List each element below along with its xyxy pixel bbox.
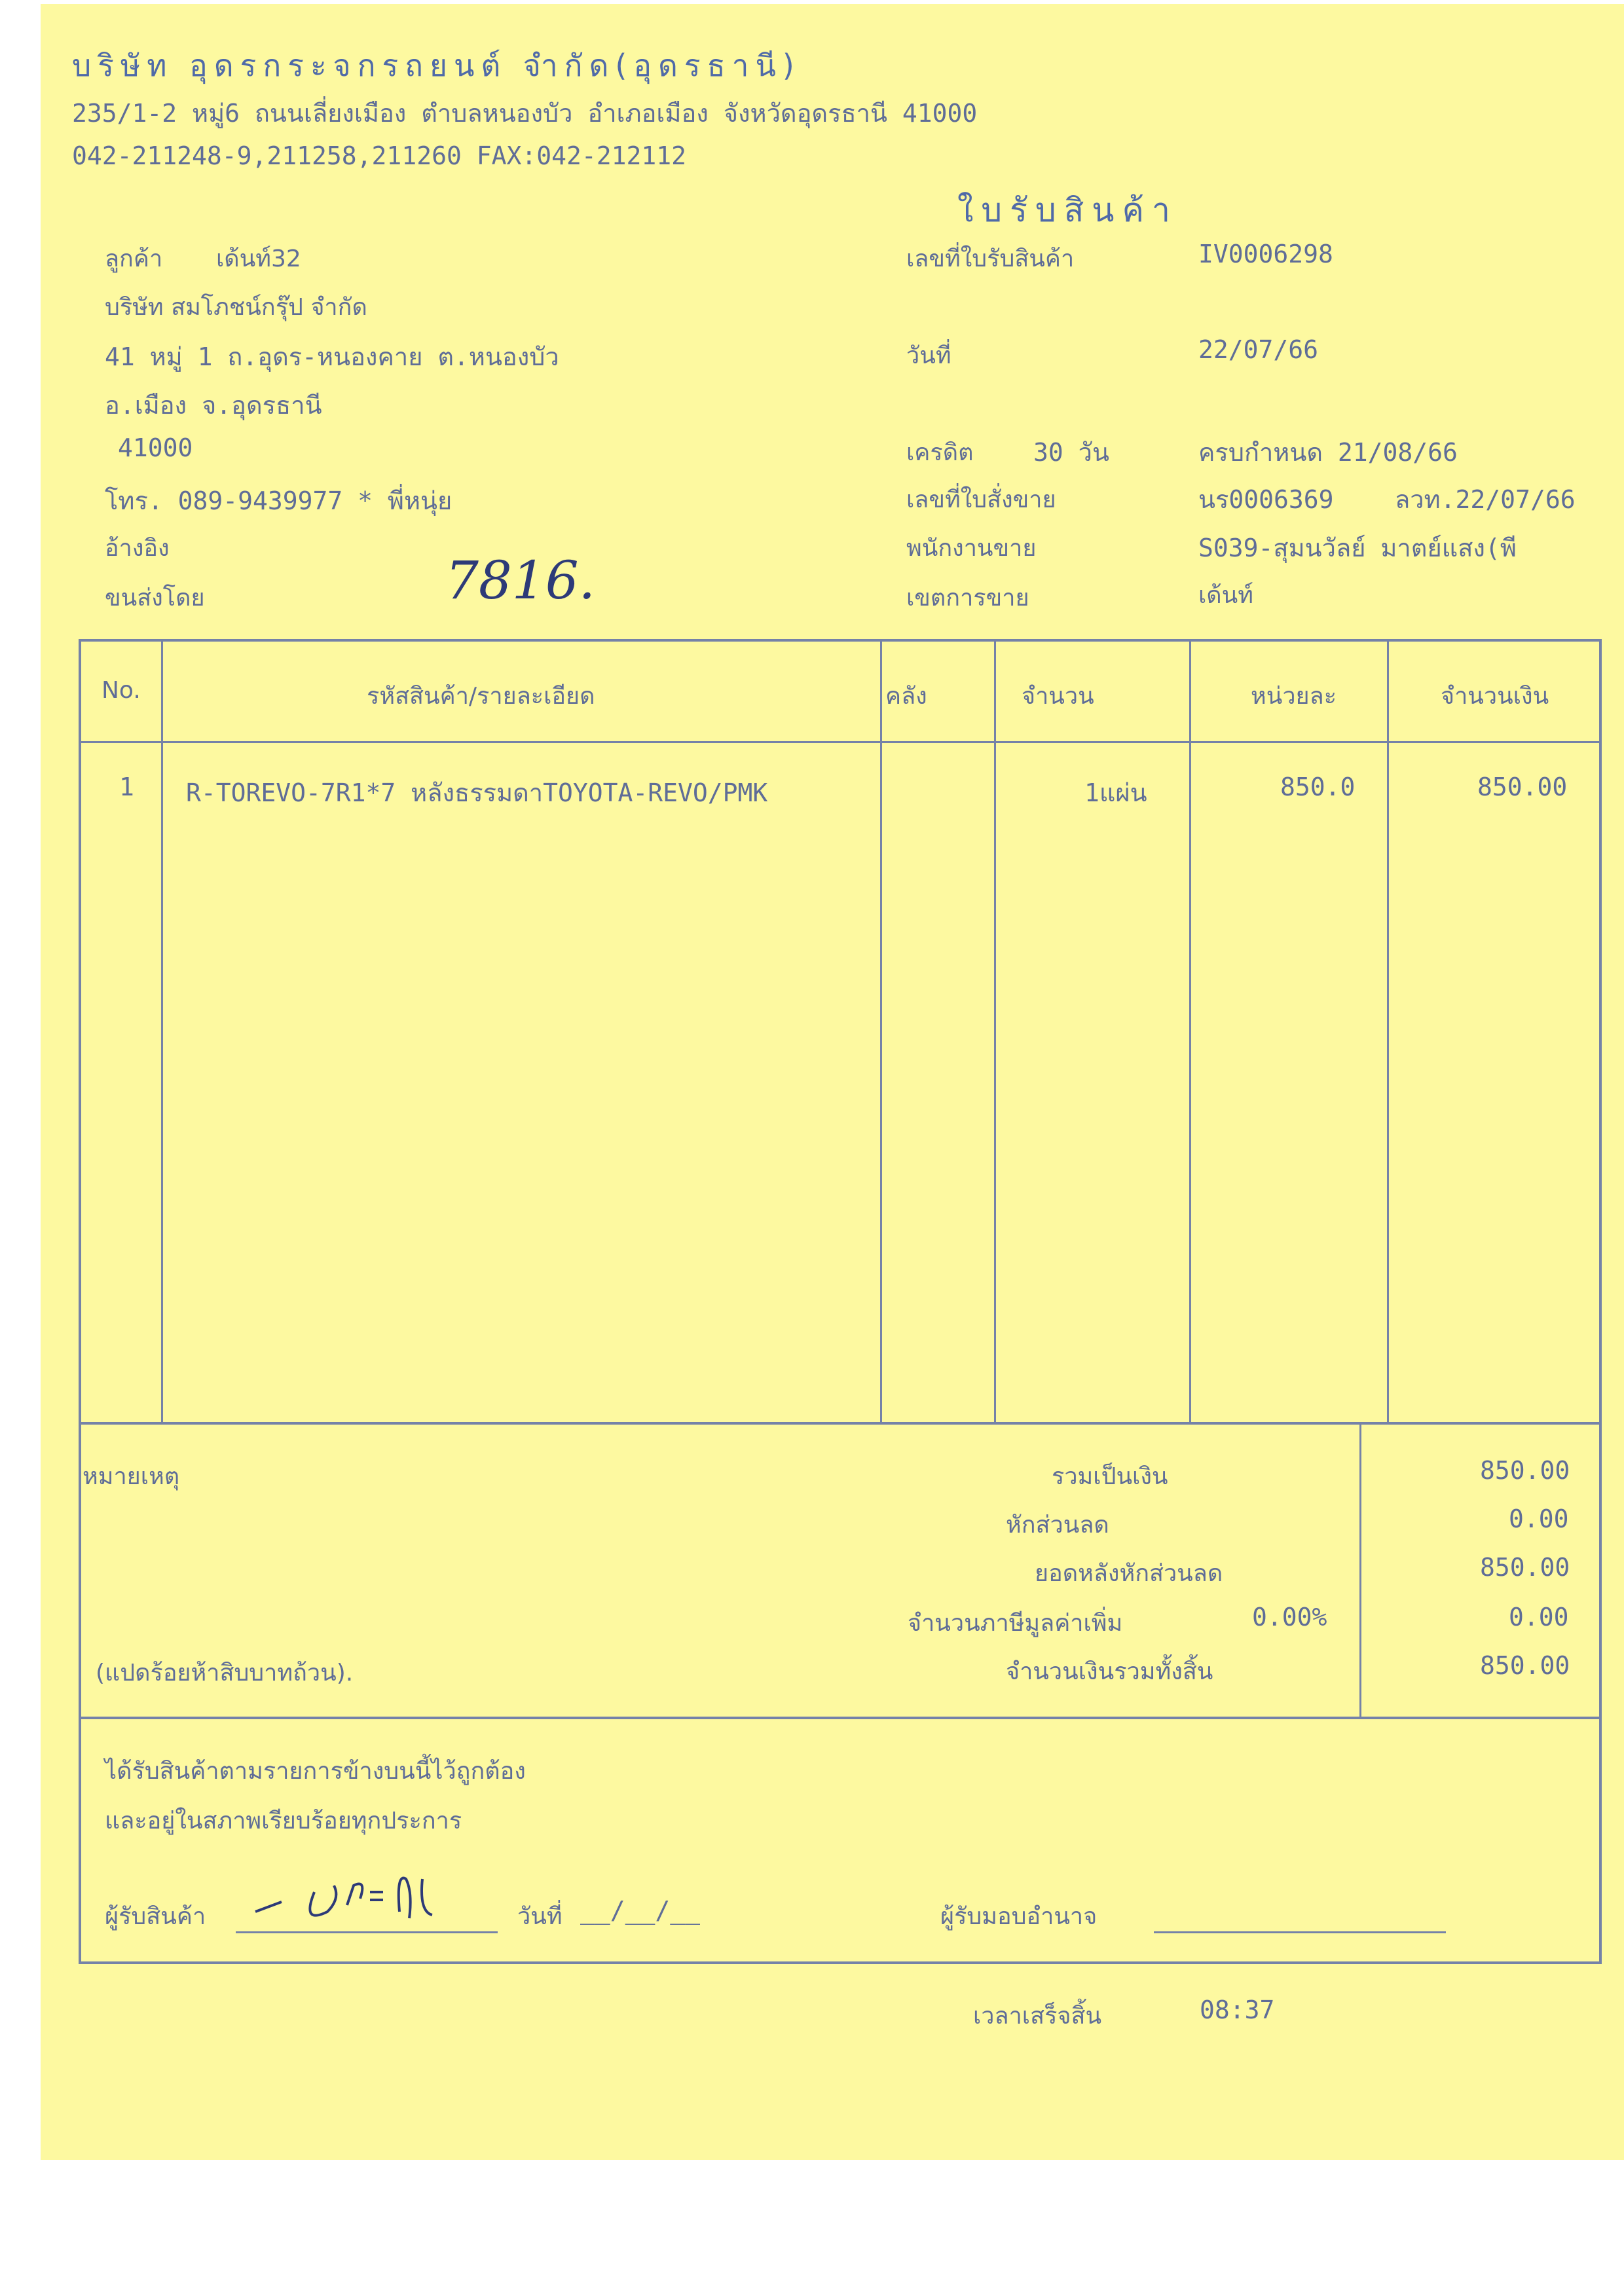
row-amount: 850.00 <box>1477 773 1568 801</box>
table-right-border <box>1599 639 1602 1964</box>
finish-time: 08:37 <box>1200 1995 1275 2024</box>
salesperson-label: พนักงานขาย <box>906 535 1037 562</box>
finish-time-label: เวลาเสร็จสิ้น <box>973 2003 1102 2030</box>
receiver-label: ผู้รับสินค้า <box>105 1903 206 1930</box>
authorized-signature-line <box>1154 1931 1446 1933</box>
discount: 0.00 <box>1509 1504 1569 1533</box>
col-header-desc: รหัสสินค้า/รายละเอียด <box>367 683 595 710</box>
col-divider-wh <box>994 639 996 1423</box>
col-divider-qty <box>1189 639 1191 1423</box>
totals-divider <box>1359 1422 1361 1718</box>
so-no: นร0006369 <box>1198 485 1334 514</box>
footer-bottom-border <box>79 1961 1602 1964</box>
col-divider-desc <box>880 639 882 1423</box>
subtotal: 850.00 <box>1480 1456 1570 1485</box>
row-no: 1 <box>119 773 134 801</box>
receive-date-label: วันที่ <box>517 1903 563 1930</box>
customer-zip: 41000 <box>118 433 193 462</box>
row-qty: 1แผ่น <box>1084 778 1147 807</box>
col-header-unit: หน่วยละ <box>1251 683 1337 710</box>
grand-total: 850.00 <box>1480 1651 1570 1680</box>
col-header-amount: จำนวนเงิน <box>1441 683 1549 710</box>
customer-label: ลูกค้า <box>105 246 163 272</box>
subtotal-label: รวมเป็นเงิน <box>1052 1463 1168 1490</box>
shipping-label: ขนส่งโดย <box>105 585 205 611</box>
col-header-wh: คลัง <box>885 683 927 710</box>
doc-date: 22/07/66 <box>1198 335 1319 364</box>
so-no-label: เลขที่ใบสั่งขาย <box>906 486 1056 513</box>
reference-label: อ้างอิง <box>105 535 170 562</box>
customer-tel: โทร. 089-9439977 * พี่หนุ่ย <box>105 486 452 515</box>
customer-address-1: 41 หมู่ 1 ถ.อุดร-หนองคาย ต.หนองบัว <box>105 342 559 371</box>
salesperson: S039-สุมนวัลย์ มาตย์แสง(พี <box>1198 534 1517 562</box>
col-divider-unit <box>1387 639 1389 1423</box>
col-header-no: No. <box>101 677 141 704</box>
col-divider-no <box>161 639 163 1423</box>
table-bottom-border <box>79 1422 1602 1425</box>
credit-days: 30 วัน <box>1033 438 1109 467</box>
table-top-border <box>79 639 1602 642</box>
footer-statement-2: และอยู่ในสภาพเรียบร้อยทุกประการ <box>105 1808 462 1834</box>
doc-no-label: เลขที่ใบรับสินค้า <box>906 246 1075 272</box>
customer-code: เด้นท์32 <box>216 246 301 272</box>
row-desc: R-TOREVO-7R1*7 หลังธรรมดาTOYOTA-REVO/PMK <box>186 778 768 807</box>
table-header-divider <box>79 741 1602 743</box>
authorized-label: ผู้รับมอบอำนาจ <box>940 1903 1098 1930</box>
receiver-signature <box>236 1846 498 1931</box>
sales-area-label: เขตการขาย <box>906 585 1029 611</box>
company-address: 235/1-2 หมู่6 ถนนเลี่ยงเมือง ตำบลหนองบัว อำเภอเมือง จังหวัดอุดรธานี 41000 <box>72 99 978 128</box>
after-discount: 850.00 <box>1480 1553 1570 1582</box>
so-date: ลวท.22/07/66 <box>1395 485 1576 514</box>
doc-no: IV0006298 <box>1198 240 1333 268</box>
shipping-handwritten-value: 7816. <box>445 550 596 611</box>
total-in-words: (แปดร้อยห้าสิบบาทถ้วน). <box>96 1660 354 1686</box>
table-left-border <box>79 639 81 1964</box>
vat-label: จำนวนภาษีมูลค่าเพิ่ม <box>908 1610 1123 1637</box>
vat-amount: 0.00 <box>1509 1603 1569 1631</box>
after-discount-label: ยอดหลังหักส่วนลด <box>1035 1560 1223 1587</box>
row-unit-price: 850.0 <box>1280 773 1356 801</box>
company-name: บริษัท อุดรกระจกรถยนต์ จำกัด(อุดรธานี) <box>72 48 801 83</box>
company-phone: 042-211248-9,211258,211260 FAX:042-212112 <box>72 141 686 170</box>
customer-address-2: อ.เมือง จ.อุดรธานี <box>105 391 322 420</box>
document-title: ใบรับสินค้า <box>957 191 1178 229</box>
summary-bottom-border <box>79 1717 1602 1719</box>
sales-area: เด้นท์ <box>1198 582 1254 609</box>
credit-label: เครดิต <box>906 439 974 466</box>
footer-statement-1: ได้รับสินค้าตามรายการข้างบนนี้ไว้ถูกต้อง <box>105 1758 526 1785</box>
date-label: วันที่ <box>906 342 951 369</box>
discount-label: หักส่วนลด <box>1006 1512 1109 1539</box>
receiver-signature-line <box>236 1931 498 1933</box>
customer-name: บริษัท สมโภชน์กรุ๊ป จำกัด <box>105 294 367 321</box>
vat-rate: 0.00% <box>1252 1603 1327 1631</box>
grand-total-label: จำนวนเงินรวมทั้งสิ้น <box>1006 1658 1213 1685</box>
col-header-qty: จำนวน <box>1022 683 1094 710</box>
receive-date-blank: __/__/__ <box>580 1896 701 1925</box>
remark-label: หมายเหตุ <box>83 1463 180 1490</box>
due-date: ครบกำหนด 21/08/66 <box>1198 438 1458 467</box>
